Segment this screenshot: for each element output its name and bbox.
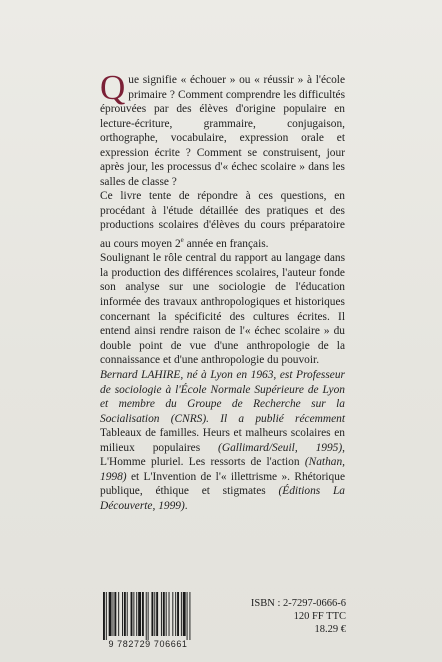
price-ff: 120 FF TTC — [293, 611, 346, 622]
bio-end: . — [184, 499, 188, 512]
bio-intro: Bernard LAHIRE, né à Lyon en 1963, est Professeur de sociologie à l'École Normale Supérieure de Lyon et membre du Groupe de Recherche sur la Socialisation (CNRS). Il a publié récemment — [100, 369, 345, 425]
blurb-paragraph-1 — [100, 68, 345, 189]
author-bio — [100, 368, 345, 513]
blurb-paragraph-2-text-a: Ce livre tente de répondre à ces questions, en procédant à l'étude détaillée des pratiques et des productions scolaires d'élèves du cours préparatoire au cours moyen 2 — [100, 190, 345, 250]
blurb-paragraph-1-text: ue signifie « échouer » ou « réussir » à l'école primaire ? Comment comprendre les difficultés éprouvées par des élèves d'origine populaire en lecture-écriture, grammaire, conjugaison, orthographe, vocabulaire, expression orale et expression écrite ? Comment se construisent, jour après jour, les processus d'« échec scolaire » dans les salles de classe ? — [100, 74, 345, 188]
drop-cap: Q — [100, 68, 126, 107]
superscript: e — [180, 236, 184, 245]
price-eur: 18.29 € — [314, 624, 346, 635]
bio-publisher-2: (Nathan, 1998) — [100, 456, 345, 483]
barcode-digits: 9 782729 706661 — [108, 639, 188, 649]
isbn: ISBN : 2-7297-0666-6 — [250, 598, 346, 609]
bio-title-1: Tableaux de familles. Heurs et malheurs scolaires en milieux populaires — [100, 427, 345, 454]
bio-title-3: et L'Invention de l'« illettrisme ». Rhétorique publique, éthique et stigmates — [100, 470, 345, 498]
barcode — [99, 592, 197, 650]
blurb-paragraph-2 — [100, 189, 345, 251]
bio-publisher-3: (Éditions La Découverte, 1999) — [100, 485, 345, 512]
blurb-paragraph-2-text-b: année en français. — [183, 237, 269, 250]
blurb — [100, 68, 345, 368]
bio-title-2: , L'Homme pluriel. Les ressorts de l'action — [100, 441, 345, 469]
price-block — [216, 597, 346, 636]
bio-publisher-1: (Gallimard/Seuil, 1995) — [218, 441, 343, 454]
barcode-bars — [99, 592, 197, 640]
blurb-paragraph-3: Soulignant le rôle central du rapport au langage dans la production des différences scolaires, l'auteur fonde son analyse sur une sociologie de l'éducation informée des travaux anthropologiques et historiques concernant la spécificité des cultures écrites. Il entend ainsi rendre raison de l'« échec scolaire » du double point de vue d'une anthropologie de la connaissance et d'une anthropologie du pouvoir. — [100, 252, 345, 367]
